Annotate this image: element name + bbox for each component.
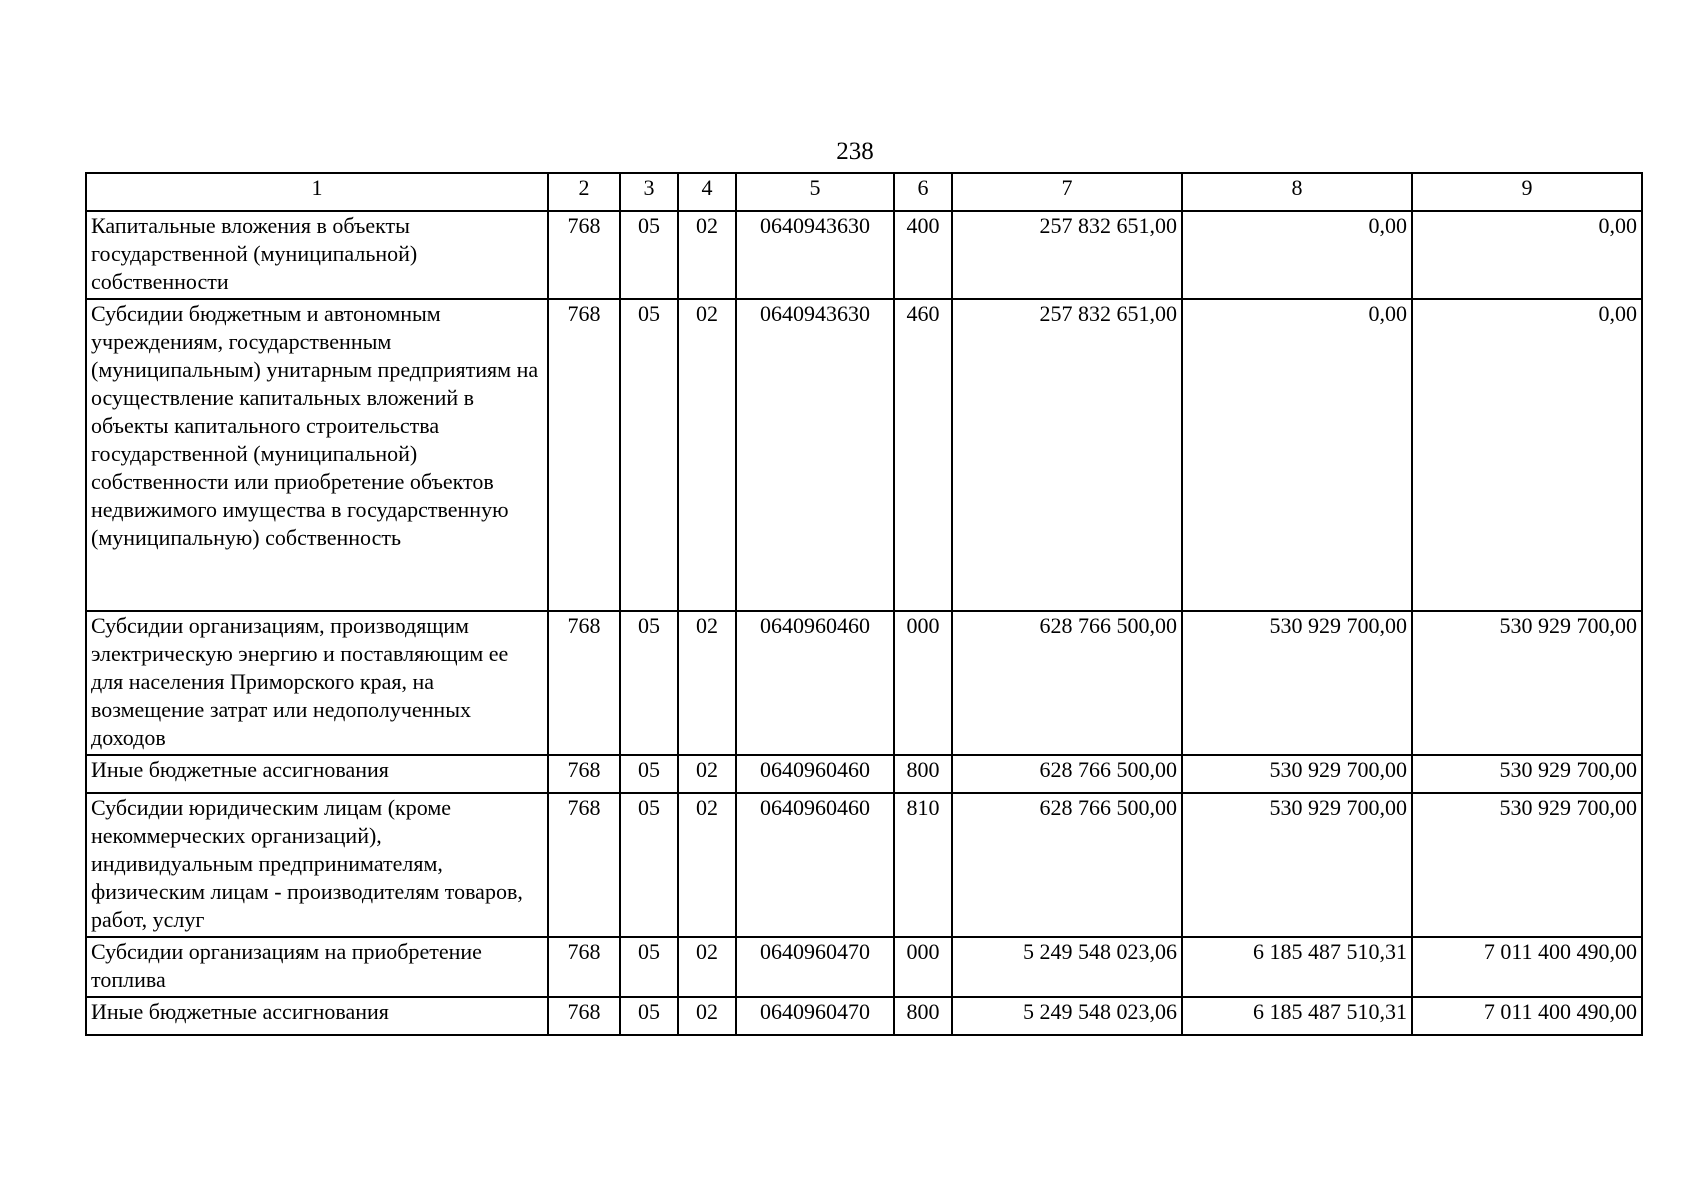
amount-col7: 628 766 500,00 xyxy=(952,793,1182,937)
amount-col8: 530 929 700,00 xyxy=(1182,611,1412,755)
amount-col9: 0,00 xyxy=(1412,299,1642,611)
code-target: 0640960460 xyxy=(736,611,894,755)
code-section: 05 xyxy=(620,211,678,299)
code-section: 05 xyxy=(620,937,678,997)
code-section: 05 xyxy=(620,997,678,1035)
code-expense-type: 800 xyxy=(894,755,952,793)
code-target: 0640960460 xyxy=(736,793,894,937)
amount-col8: 0,00 xyxy=(1182,299,1412,611)
amount-col9: 7 011 400 490,00 xyxy=(1412,937,1642,997)
code-grbs: 768 xyxy=(548,611,620,755)
code-target: 0640960460 xyxy=(736,755,894,793)
column-header: 2 xyxy=(548,173,620,211)
code-subsection: 02 xyxy=(678,793,736,937)
amount-col9: 0,00 xyxy=(1412,211,1642,299)
code-grbs: 768 xyxy=(548,937,620,997)
amount-col7: 257 832 651,00 xyxy=(952,211,1182,299)
budget-table xyxy=(85,172,1643,1036)
code-grbs: 768 xyxy=(548,211,620,299)
code-target: 0640960470 xyxy=(736,937,894,997)
code-grbs: 768 xyxy=(548,997,620,1035)
column-number-row xyxy=(86,173,1642,211)
amount-col9: 530 929 700,00 xyxy=(1412,611,1642,755)
code-expense-type: 810 xyxy=(894,793,952,937)
code-target: 0640943630 xyxy=(736,299,894,611)
code-section: 05 xyxy=(620,611,678,755)
row-name: Субсидии юридическим лицам (кроме некоммерческих организаций), индивидуальным предпринимателям, физическим лицам - производителям товаров, работ, услуг xyxy=(86,793,548,937)
column-header: 3 xyxy=(620,173,678,211)
amount-col7: 628 766 500,00 xyxy=(952,755,1182,793)
amount-col9: 7 011 400 490,00 xyxy=(1412,997,1642,1035)
code-expense-type: 400 xyxy=(894,211,952,299)
row-name: Иные бюджетные ассигнования xyxy=(86,997,548,1035)
code-expense-type: 460 xyxy=(894,299,952,611)
amount-col7: 5 249 548 023,06 xyxy=(952,997,1182,1035)
code-subsection: 02 xyxy=(678,755,736,793)
table-row xyxy=(86,611,1642,755)
code-subsection: 02 xyxy=(678,937,736,997)
column-header: 7 xyxy=(952,173,1182,211)
amount-col7: 5 249 548 023,06 xyxy=(952,937,1182,997)
code-expense-type: 000 xyxy=(894,937,952,997)
column-header: 6 xyxy=(894,173,952,211)
code-grbs: 768 xyxy=(548,793,620,937)
column-header: 8 xyxy=(1182,173,1412,211)
row-name: Иные бюджетные ассигнования xyxy=(86,755,548,793)
amount-col8: 530 929 700,00 xyxy=(1182,793,1412,937)
amount-col8: 6 185 487 510,31 xyxy=(1182,937,1412,997)
amount-col8: 0,00 xyxy=(1182,211,1412,299)
code-target: 0640960470 xyxy=(736,997,894,1035)
column-header: 5 xyxy=(736,173,894,211)
amount-col9: 530 929 700,00 xyxy=(1412,755,1642,793)
code-subsection: 02 xyxy=(678,997,736,1035)
amount-col8: 6 185 487 510,31 xyxy=(1182,997,1412,1035)
row-name: Субсидии бюджетным и автономным учреждениям, государственным (муниципальным) унитарным предприятиям на осуществление капитальных вложений в объекты капитального строительства государственной (муниципальной) собственности или приобретение объектов недвижимого имущества в государственную (муниципальную) собственность xyxy=(86,299,548,611)
code-section: 05 xyxy=(620,755,678,793)
row-name: Субсидии организациям на приобретение топлива xyxy=(86,937,548,997)
code-expense-type: 800 xyxy=(894,997,952,1035)
amount-col9: 530 929 700,00 xyxy=(1412,793,1642,937)
code-grbs: 768 xyxy=(548,299,620,611)
code-section: 05 xyxy=(620,793,678,937)
code-target: 0640943630 xyxy=(736,211,894,299)
amount-col7: 628 766 500,00 xyxy=(952,611,1182,755)
code-grbs: 768 xyxy=(548,755,620,793)
amount-col8: 530 929 700,00 xyxy=(1182,755,1412,793)
table-row xyxy=(86,937,1642,997)
code-subsection: 02 xyxy=(678,611,736,755)
page-number: 238 xyxy=(836,138,874,165)
code-section: 05 xyxy=(620,299,678,611)
row-name: Капитальные вложения в объекты государственной (муниципальной) собственности xyxy=(86,211,548,299)
row-name: Субсидии организациям, производящим электрическую энергию и поставляющим ее для населения Приморского края, на возмещение затрат или недополученных доходов xyxy=(86,611,548,755)
code-expense-type: 000 xyxy=(894,611,952,755)
column-header: 4 xyxy=(678,173,736,211)
column-header: 1 xyxy=(86,173,548,211)
table-row xyxy=(86,755,1642,793)
table-row xyxy=(86,793,1642,937)
code-subsection: 02 xyxy=(678,299,736,611)
table-row xyxy=(86,299,1642,611)
table-row xyxy=(86,211,1642,299)
column-header: 9 xyxy=(1412,173,1642,211)
table-row xyxy=(86,997,1642,1035)
amount-col7: 257 832 651,00 xyxy=(952,299,1182,611)
code-subsection: 02 xyxy=(678,211,736,299)
